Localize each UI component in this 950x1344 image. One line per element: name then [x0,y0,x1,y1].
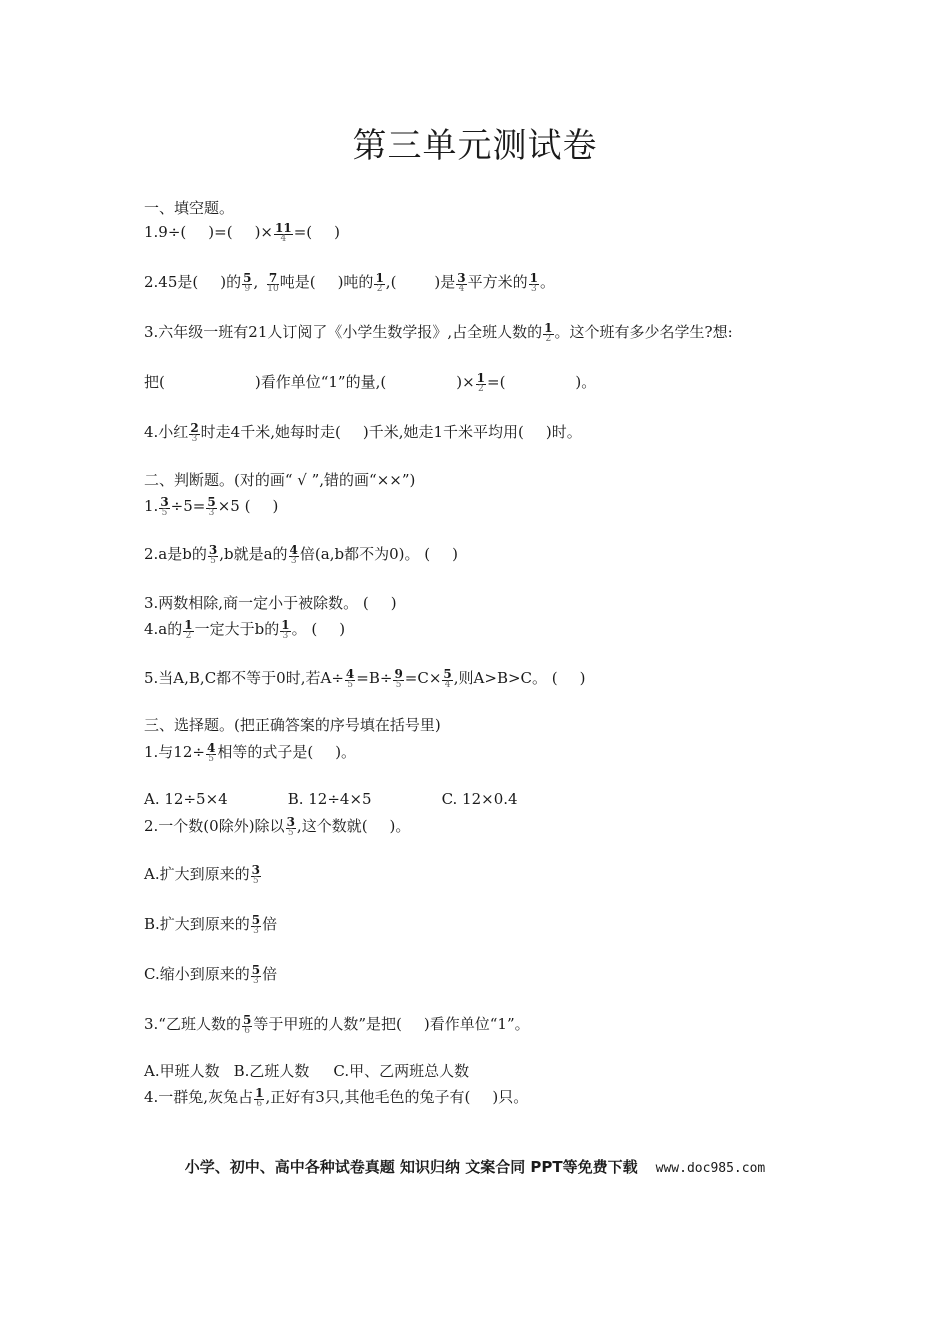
fraction: $\frac{5}{3}$ [251,963,261,986]
fraction: $\frac{5}{4}$ [443,667,452,690]
section3-heading: 三、选择题。(把正确答案的序号填在括号里) [144,716,441,734]
option-b: B. 12÷4×5 [287,790,372,808]
s3-q3-options [144,1059,469,1083]
fraction: $\frac{1}{6}$ [255,1086,264,1109]
fraction: $\frac{3}{5}$ [286,815,295,838]
fraction: $\frac{1}{3}$ [529,271,539,294]
fraction: $\frac{3}{5}$ [160,495,169,518]
section2-heading: 二、判断题。(对的画“ √ ”,错的画“××”) [144,471,416,489]
s3-q1: 1.与12÷ $\frac{4}{5}$ 相等的式子是( )。 [144,741,357,764]
s3-q4: 4.一群兔,灰兔占 $\frac{1}{6}$ ,正好有3只,其他毛色的兔子有( )只。 [144,1086,529,1109]
fraction: $\frac{5}{3}$ [251,913,261,936]
s3-q2: 2.一个数(0除外)除以 $\frac{3}{5}$ ,这个数就( )。 [144,815,411,838]
s2-q2: 2.a是b的 $\frac{3}{5}$ ,b就是a的 $\frac{4}{3}$ 倍(a,b都不为0)。 ( ) [144,543,458,566]
option-c: C. 12×0.4 [441,790,518,808]
page-title: 第三单元测试卷 [352,126,598,166]
fraction: $\frac{1}{2}$ [184,618,193,641]
fraction: $\frac{4}{3}$ [289,543,298,566]
s1-q1: 1.9÷( )=( )× $\frac{11}{4}$ =( ) [144,221,340,244]
s1-q3: 3.六年级一班有21人订阅了《小学生数学报》,占全班人数的 $\frac{1}{2}$ 。这个班有多少名学生?想: [144,321,733,344]
s2-q5: 5.当A,B,C都不等于0时,若A÷ $\frac{4}{5}$ =B÷ $\frac{9}{5}$ =C× $\frac{5}{4}$ ,则A>B>C。 ( ) [144,667,586,690]
fraction: $\frac{9}{5}$ [394,667,403,690]
fraction: $\frac{1}{2}$ [476,371,485,394]
fraction: $\frac{3}{5}$ [251,863,260,886]
fraction: $\frac{3}{5}$ [208,543,218,566]
fraction: $\frac{3}{4}$ [457,271,466,294]
fraction: $\frac{4}{5}$ [206,741,216,764]
s3-q3: 3.“乙班人数的 $\frac{5}{6}$ 等于甲班的人数”是把( )看作单位“1”。 [144,1013,530,1036]
s2-q3: 3.两数相除,商一定小于被除数。 ( ) [144,594,397,612]
option-b: B.乙班人数 [233,1062,310,1080]
fraction: $\frac{7}{10}$ [267,271,279,294]
fraction: $\frac{5}{3}$ [207,495,216,518]
option-a: A. 12÷5×4 [144,790,228,808]
s3-q2-option-b: B.扩大到原来的 $\frac{5}{3}$ 倍 [144,913,278,936]
fraction: $\frac{5}{9}$ [243,271,252,294]
s1-q2: 2.45是( )的 $\frac{5}{9}$ , $\frac{7}{10}$ 吨是( )吨的 $\frac{1}{2}$ ,( )是 $\frac{3}{4}$ 平方米的 $\frac{1}{3}$ 。 [144,271,556,294]
s3-q2-option-c: C.缩小到原来的 $\frac{5}{3}$ 倍 [144,963,278,986]
fraction: $\frac{2}{3}$ [190,421,199,444]
s3-q2-option-a: A.扩大到原来的 $\frac{3}{5}$ [144,863,260,886]
section1-heading: 一、填空题。 [144,199,235,217]
footer-text: 小学、初中、高中各种试卷真题 知识归纳 文案合同 PPT等免费下载 [184,1158,638,1176]
fraction: $\frac{11}{4}$ [274,221,292,244]
fraction: $\frac{1}{3}$ [281,618,290,641]
fraction: $\frac{1}{2}$ [375,271,384,294]
s2-q4: 4.a的 $\frac{1}{2}$ 一定大于b的 $\frac{1}{3}$ 。 ( ) [144,618,346,641]
fraction: $\frac{5}{6}$ [242,1013,252,1036]
footer-url[interactable]: www.doc985.com [655,1161,766,1176]
s3-q1-options [144,787,518,811]
option-c: C.甲、乙两班总人数 [333,1062,470,1080]
option-a: A.甲班人数 [144,1062,220,1080]
footer-banner [0,1156,950,1177]
s1-q3-thought: 把( )看作单位“1”的量,( )× $\frac{1}{2}$ =( )。 [144,371,597,394]
fraction: $\frac{1}{2}$ [544,321,553,344]
fraction: $\frac{4}{5}$ [345,667,355,690]
s1-q4: 4.小红 $\frac{2}{3}$ 时走4千米,她每时走( )千米,她走1千米平均用( )时。 [144,421,582,444]
s2-q1: 1. $\frac{3}{5}$ ÷5= $\frac{5}{3}$ ×5 ( ) [144,495,279,518]
